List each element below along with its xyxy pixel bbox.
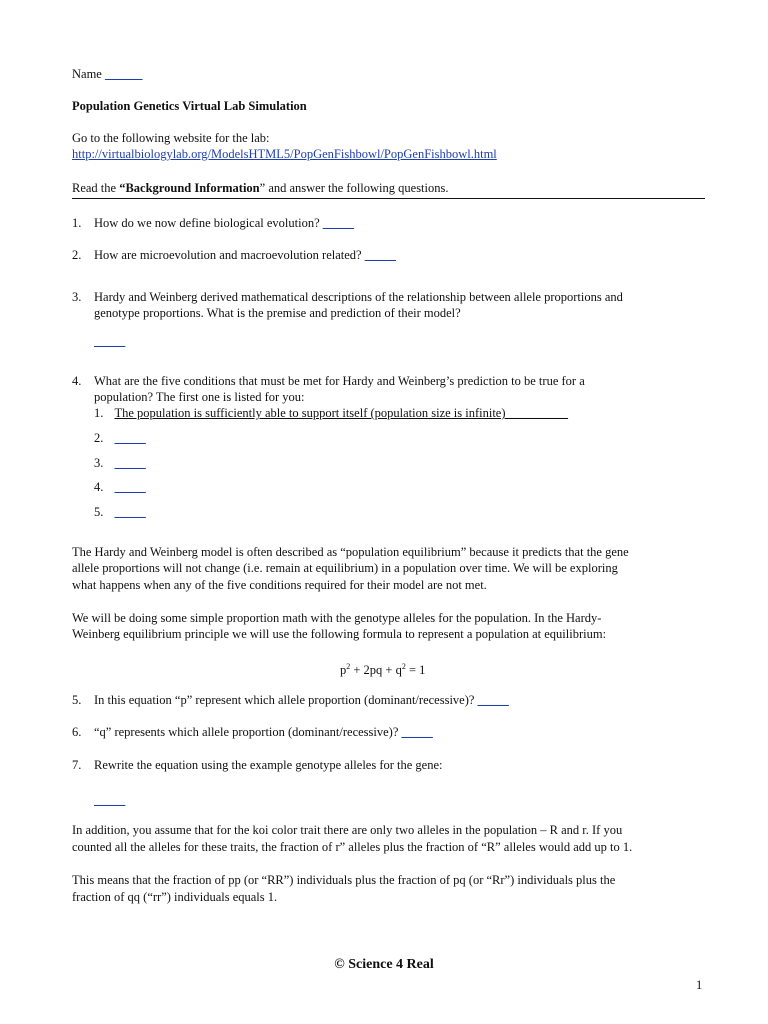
question-text: “q” represents which allele proportion (dominant/recessive)? — [94, 725, 399, 739]
question-number: 2. — [72, 248, 82, 262]
paragraph-line: fraction of qq (“rr”) individuals equals 1. — [72, 890, 278, 904]
name-label: Name — [72, 67, 102, 81]
paragraph-line: We will be doing some simple proportion math with the genotype alleles for the population. In the Hardy- — [72, 611, 602, 625]
condition-item — [94, 430, 146, 446]
condition-blank[interactable]: _____ — [114, 456, 146, 470]
question-number: 3. — [72, 290, 82, 304]
paragraph-line: what happens when any of the five conditions required for their model are not met. — [72, 578, 487, 592]
question-6 — [94, 724, 433, 740]
read-suffix: ” and answer the following questions. — [259, 181, 449, 195]
condition-text: The population is sufficiently able to support itself (population size is infinite)__________ — [114, 406, 569, 420]
read-prefix: Read the — [72, 181, 120, 195]
question-3-line-2: genotype proportions. What is the premise and prediction of their model? — [94, 306, 461, 320]
condition-number: 4. — [94, 480, 104, 494]
divider-line — [72, 198, 705, 199]
paragraph-line: allele proportions will not change (i.e. remain at equilibrium) in a population over time. We will be exploring — [72, 561, 618, 575]
hardy-weinberg-equation — [340, 659, 425, 678]
condition-number: 5. — [94, 505, 104, 519]
document-title: Population Genetics Virtual Lab Simulation — [72, 99, 307, 113]
name-blank[interactable]: ______ — [104, 67, 143, 81]
question-number: 4. — [72, 374, 82, 388]
equation-end: = 1 — [405, 663, 426, 678]
condition-item — [94, 455, 146, 471]
question-7: Rewrite the equation using the example genotype alleles for the gene: — [94, 758, 443, 772]
paragraph-line: The Hardy and Weinberg model is often described as “population equilibrium” because it predicts that the gene — [72, 545, 629, 559]
equation-middle: + 2pq + q — [350, 663, 402, 678]
condition-blank[interactable]: _____ — [114, 431, 146, 445]
condition-item — [94, 479, 146, 495]
condition-blank[interactable]: _____ — [114, 480, 146, 494]
answer-blank[interactable]: _____ — [94, 334, 126, 348]
question-number: 1. — [72, 216, 82, 230]
paragraph-line: This means that the fraction of pp (or “RR”) individuals plus the fraction of pq (or “Rr”) individuals plus the — [72, 873, 616, 887]
equation-exponent: 2 — [401, 662, 406, 671]
question-number: 7. — [72, 758, 82, 772]
copyright-footer: © Science 4 Real — [334, 957, 434, 972]
question-2 — [94, 247, 396, 263]
question-text: In this equation “p” represent which allele proportion (dominant/recessive)? — [94, 693, 475, 707]
paragraph-line: counted all the alleles for these traits, the fraction of r” alleles plus the fraction of “R” alleles would add up to 1. — [72, 840, 633, 854]
condition-number: 3. — [94, 456, 104, 470]
read-bold: “Background Information — [119, 181, 260, 195]
answer-blank[interactable]: _____ — [322, 216, 355, 230]
condition-item — [94, 504, 146, 520]
condition-number: 1. — [94, 406, 104, 420]
lab-website-link[interactable]: http://virtualbiologylab.org/ModelsHTML5/PopGenFishbowl/PopGenFishbowl.html — [72, 147, 497, 161]
read-instructions — [72, 180, 449, 196]
condition-blank[interactable]: _____ — [114, 505, 146, 519]
paragraph-line: In addition, you assume that for the koi color trait there are only two alleles in the population – R and r. If you — [72, 823, 623, 837]
intro-text: Go to the following website for the lab: — [72, 131, 270, 145]
answer-blank[interactable]: _____ — [401, 725, 433, 739]
name-line — [72, 66, 142, 82]
question-1 — [94, 215, 354, 231]
answer-blank[interactable]: _____ — [94, 793, 126, 807]
question-text: How are microevolution and macroevolution related? — [94, 248, 362, 262]
question-text: How do we now define biological evolution? — [94, 216, 320, 230]
equation-exponent: 2 — [346, 662, 351, 671]
question-5 — [94, 692, 509, 708]
answer-blank[interactable]: _____ — [477, 693, 509, 707]
question-3-line-1: Hardy and Weinberg derived mathematical descriptions of the relationship between allele proportions and — [94, 290, 623, 304]
question-4-line-1: What are the five conditions that must be met for Hardy and Weinberg’s prediction to be true for a — [94, 374, 585, 388]
page-number: 1 — [696, 978, 703, 992]
question-4-line-2: population? The first one is listed for you: — [94, 390, 305, 404]
paragraph-line: Weinberg equilibrium principle we will use the following formula to represent a population at equilibrium: — [72, 627, 607, 641]
answer-blank[interactable]: _____ — [364, 248, 396, 262]
equation-p: p — [340, 663, 347, 678]
question-number: 5. — [72, 693, 82, 707]
condition-item — [94, 405, 568, 421]
condition-number: 2. — [94, 431, 104, 445]
question-number: 6. — [72, 725, 82, 739]
